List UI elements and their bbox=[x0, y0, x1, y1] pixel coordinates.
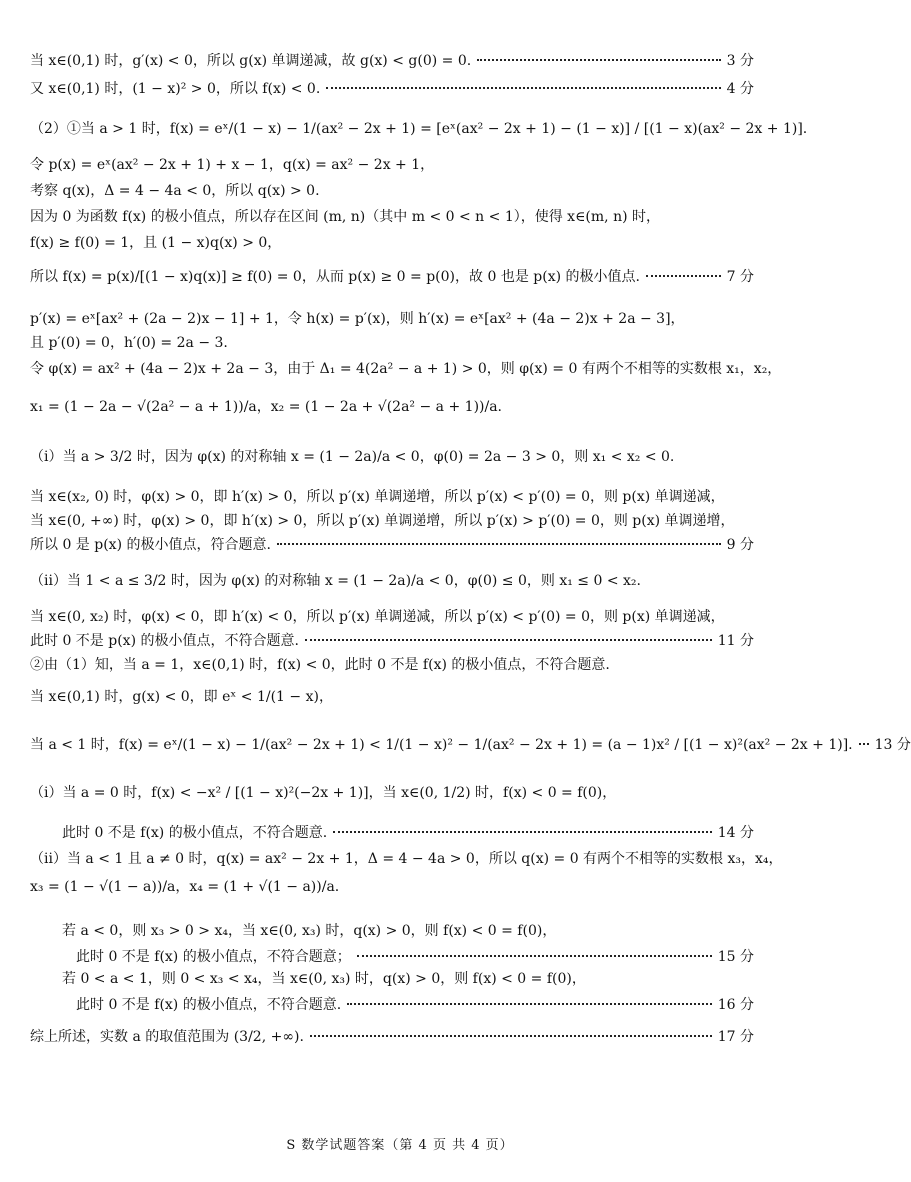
line-text: 令 p(x) = eˣ(ax² − 2x + 1) + x − 1，q(x) = ax² − 2x + 1， bbox=[30, 157, 435, 173]
dotted-leader bbox=[333, 831, 712, 833]
line-text: 当 x∈(x₂, 0) 时，φ(x) > 0，即 h′(x) > 0，所以 p′(x) 单调递增，所以 p′(x) < p′(0) = 0，则 p(x) 单调递减， bbox=[30, 489, 725, 505]
solution-line bbox=[30, 512, 754, 530]
score-label: 13 分 bbox=[874, 737, 911, 753]
line-text: p′(x) = eˣ[ax² + (2a − 2)x − 1] + 1，令 h(x) = p′(x)，则 h′(x) = eˣ[ax² + (4a − 2)x + 2a − 3]， bbox=[30, 311, 685, 327]
line-text: ②由（1）知，当 a = 1，x∈(0,1) 时，f(x) < 0，此时 0 不是 f(x) 的极小值点，不符合题意. bbox=[30, 657, 610, 673]
line-text: 此时 0 不是 f(x) 的极小值点，不符合题意. bbox=[62, 825, 328, 841]
dotted-leader bbox=[310, 1035, 712, 1037]
solution-line bbox=[30, 608, 754, 626]
score-label: 3 分 bbox=[726, 53, 754, 69]
dotted-leader bbox=[859, 743, 869, 745]
line-text: 所以 f(x) = p(x)/[(1 − x)q(x)] ≥ f(0) = 0，从而 p(x) ≥ 0 = p(0)，故 0 也是 p(x) 的极小值点. bbox=[30, 269, 640, 285]
solution-line bbox=[30, 632, 754, 650]
solution-line bbox=[30, 572, 754, 590]
line-text: 当 a < 1 时，f(x) = eˣ/(1 − x) − 1/(ax² − 2x + 1) < 1/(1 − x)² − 1/(ax² − 2x + 1) = (a − 1)x² / [(1 − x)²(ax² − 2x + 1)]. bbox=[30, 737, 853, 753]
score-label: 17 分 bbox=[717, 1029, 754, 1045]
line-text: f(x) ≥ f(0) = 1，且 (1 − x)q(x) > 0， bbox=[30, 235, 282, 251]
line-text: x₁ = (1 − 2a − √(2a² − a + 1))/a，x₂ = (1 − 2a + √(2a² − a + 1))/a. bbox=[30, 399, 503, 415]
solution-line bbox=[30, 234, 754, 252]
dotted-leader bbox=[347, 1003, 712, 1005]
solution-line bbox=[30, 360, 782, 378]
score-label: 9 分 bbox=[726, 537, 754, 553]
solution-line bbox=[30, 208, 754, 226]
solution-line bbox=[30, 488, 754, 506]
solution-line bbox=[76, 948, 754, 966]
line-text: 当 x∈(0,1) 时，g(x) < 0，即 eˣ < 1/(1 − x)， bbox=[30, 689, 333, 705]
score-label: 7 分 bbox=[726, 269, 754, 285]
score-label: 16 分 bbox=[717, 997, 754, 1013]
solution-line bbox=[30, 268, 754, 286]
dotted-leader bbox=[357, 955, 712, 957]
line-text: 此时 0 不是 p(x) 的极小值点，不符合题意. bbox=[30, 633, 299, 649]
dotted-leader bbox=[646, 275, 721, 277]
solution-line bbox=[30, 398, 754, 416]
page-footer: S 数学试题答案（第 4 页 共 4 页） bbox=[286, 1138, 514, 1153]
solution-line bbox=[30, 784, 754, 802]
line-text: （i）当 a > 3/2 时，因为 φ(x) 的对称轴 x = (1 − 2a)/a < 0，φ(0) = 2a − 3 > 0，则 x₁ < x₂ < 0. bbox=[30, 449, 675, 465]
line-text: 当 x∈(0, +∞) 时，φ(x) > 0，即 h′(x) > 0，所以 p′(x) 单调递增，所以 p′(x) > p′(0) = 0，则 p(x) 单调递增， bbox=[30, 513, 735, 529]
solution-line bbox=[30, 156, 754, 174]
line-text: 此时 0 不是 f(x) 的极小值点，不符合题意. bbox=[76, 997, 342, 1013]
score-label: 11 分 bbox=[717, 633, 754, 649]
solution-line bbox=[30, 536, 754, 554]
line-text: 所以 0 是 p(x) 的极小值点，符合题意. bbox=[30, 537, 271, 553]
line-text: （2）①当 a > 1 时，f(x) = eˣ/(1 − x) − 1/(ax² − 2x + 1) = [eˣ(ax² − 2x + 1) − (1 − x)] / [(1 − x)(ax² − 2x + 1)]. bbox=[30, 121, 808, 137]
solution-line bbox=[62, 922, 754, 940]
line-text: （ii）当 a < 1 且 a ≠ 0 时，q(x) = ax² − 2x + 1，Δ = 4 − 4a > 0，所以 q(x) = 0 有两个不相等的实数根 x₃，x₄， bbox=[30, 851, 783, 867]
line-text: 当 x∈(0,1) 时，g′(x) < 0，所以 g(x) 单调递减，故 g(x) < g(0) = 0. bbox=[30, 53, 472, 69]
solution-line bbox=[30, 656, 754, 674]
line-text: 且 p′(0) = 0，h′(0) = 2a − 3. bbox=[30, 335, 228, 351]
solution-line bbox=[30, 182, 754, 200]
line-text: 若 a < 0，则 x₃ > 0 > x₄，当 x∈(0, x₃) 时，q(x) > 0，则 f(x) < 0 = f(0)， bbox=[62, 923, 557, 939]
dotted-leader bbox=[277, 543, 721, 545]
line-text: 考察 q(x)，Δ = 4 − 4a < 0，所以 q(x) > 0. bbox=[30, 183, 320, 199]
solution-line bbox=[62, 824, 754, 842]
dotted-leader bbox=[326, 87, 720, 89]
line-text: 此时 0 不是 f(x) 的极小值点，不符合题意； bbox=[76, 949, 351, 965]
solution-line bbox=[30, 1028, 754, 1046]
score-label: 4 分 bbox=[726, 81, 754, 97]
solution-line bbox=[76, 996, 754, 1014]
solution-line bbox=[30, 878, 754, 896]
line-text: x₃ = (1 − √(1 − a))/a，x₄ = (1 + √(1 − a))/a. bbox=[30, 879, 340, 895]
score-label: 15 分 bbox=[717, 949, 754, 965]
line-text: 又 x∈(0,1) 时，(1 − x)² > 0，所以 f(x) < 0. bbox=[30, 81, 321, 97]
solution-line bbox=[30, 448, 754, 466]
solution-line bbox=[30, 310, 754, 328]
solution-line bbox=[62, 970, 754, 988]
line-text: 当 x∈(0, x₂) 时，φ(x) < 0，即 h′(x) < 0，所以 p′(x) 单调递减，所以 p′(x) < p′(0) = 0，则 p(x) 单调递减， bbox=[30, 609, 725, 625]
solution-line bbox=[30, 52, 754, 70]
solution-line bbox=[30, 850, 783, 868]
line-text: 若 0 < a < 1，则 0 < x₃ < x₄，当 x∈(0, x₃) 时，q(x) > 0，则 f(x) < 0 = f(0)， bbox=[62, 971, 586, 987]
solution-line bbox=[30, 736, 911, 754]
line-text: （ii）当 1 < a ≤ 3/2 时，因为 φ(x) 的对称轴 x = (1 − 2a)/a < 0，φ(0) ≤ 0，则 x₁ ≤ 0 < x₂. bbox=[30, 573, 641, 589]
line-text: 因为 0 为函数 f(x) 的极小值点，所以存在区间 (m, n)（其中 m < 0 < n < 1），使得 x∈(m, n) 时， bbox=[30, 209, 660, 225]
solution-line bbox=[30, 80, 754, 98]
score-label: 14 分 bbox=[717, 825, 754, 841]
solution-line bbox=[30, 334, 754, 352]
line-text: 令 φ(x) = ax² + (4a − 2)x + 2a − 3，由于 Δ₁ = 4(2a² − a + 1) > 0，则 φ(x) = 0 有两个不相等的实数根 x₁，x₂， bbox=[30, 361, 782, 377]
solution-line bbox=[30, 120, 808, 138]
dotted-leader bbox=[477, 59, 720, 61]
line-text: 综上所述，实数 a 的取值范围为 (3/2, +∞). bbox=[30, 1029, 304, 1045]
dotted-leader bbox=[305, 639, 712, 641]
solution-line bbox=[30, 688, 754, 706]
line-text: （i）当 a = 0 时，f(x) < −x² / [(1 − x)²(−2x + 1)]，当 x∈(0, 1/2) 时，f(x) < 0 = f(0)， bbox=[30, 785, 617, 801]
